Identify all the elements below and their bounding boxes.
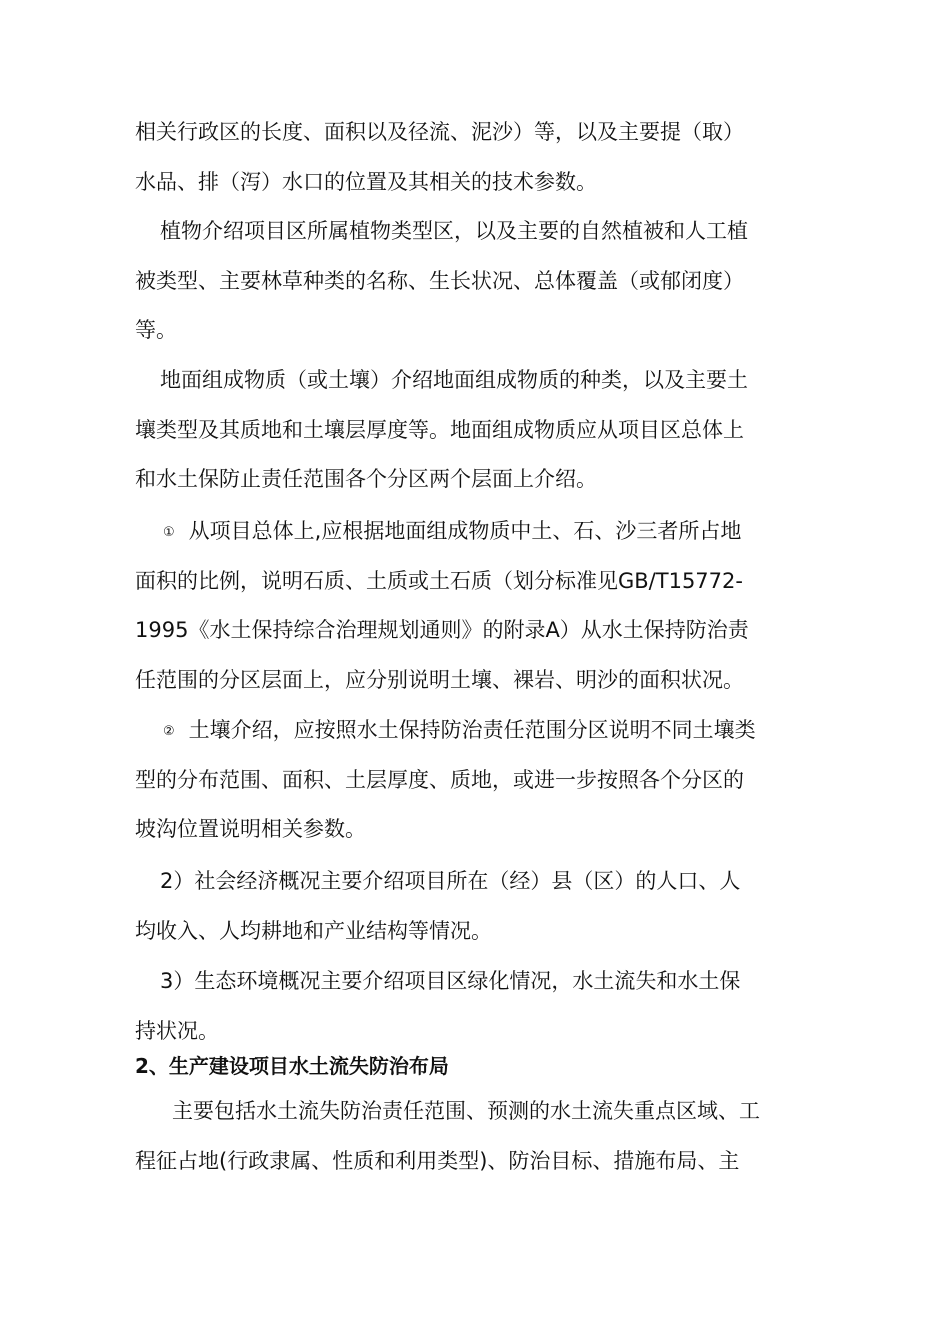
text-line: 主要包括水土流失防治责任范围、预测的水土流失重点区域、工 xyxy=(172,1099,760,1123)
text-line: 坡沟位置说明相关参数。 xyxy=(135,817,366,841)
paragraph-soil xyxy=(135,356,835,505)
list-marker: ① xyxy=(163,525,175,540)
text-line: 面积的比例，说明石质、土质或土石质（划分标准见GB/T15772- xyxy=(135,568,743,593)
paragraph-item-1 xyxy=(135,507,835,705)
text-line xyxy=(135,507,835,557)
text-line: 水品、排（泻）水口的位置及其相关的技术参数。 xyxy=(135,169,597,194)
text-line: 壤类型及其质地和土壤层厚度等。地面组成物质应从项目区总体上 xyxy=(135,417,744,442)
paragraph-layout xyxy=(135,1087,835,1186)
text-line: 程征占地(行政隶属、性质和利用类型)、防治目标、措施布局、主 xyxy=(135,1148,740,1173)
text-line: 植物介绍项目区所属植物类型区，以及主要的自然植被和人工植 xyxy=(160,219,748,243)
text-line: 均收入、人均耕地和产业结构等情况。 xyxy=(135,918,492,943)
paragraph-ecology xyxy=(135,957,835,1056)
text-line: 和水土保防止责任范围各个分区两个层面上介绍。 xyxy=(135,467,597,491)
text-line: 相关行政区的长度、面积以及径流、泥沙）等，以及主要提（取） xyxy=(135,120,744,144)
paragraph-vegetation xyxy=(135,207,835,356)
text-line: 被类型、主要林草种类的名称、生长状况、总体覆盖（或郁闭度） xyxy=(135,268,744,293)
text-line: 1995《水土保持综合治理规划通则》的附录A）从水土保持防治责 xyxy=(135,618,749,642)
text-line xyxy=(135,706,835,756)
text-line: 地面组成物质（或土壤）介绍地面组成物质的种类，以及主要土 xyxy=(160,368,748,392)
text-line-content: 从项目总体上,应根据地面组成物质中土、石、沙三者所占地 xyxy=(188,519,742,543)
paragraph-hydrology-cont xyxy=(135,108,835,207)
text-line: 2）社会经济概况主要介绍项目所在（经）县（区）的人口、人 xyxy=(160,869,741,893)
text-line: 3）生态环境概况主要介绍项目区绿化情况，水土流失和水土保 xyxy=(160,969,741,993)
text-line: 型的分布范围、面积、土层厚度、质地，或进一步按照各个分区的 xyxy=(135,767,744,792)
text-line: 持状况。 xyxy=(135,1018,219,1043)
list-marker: ② xyxy=(163,724,175,739)
paragraph-item-2 xyxy=(135,706,835,855)
section-heading: 2、生产建设项目水土流失防治布局 xyxy=(135,1054,449,1078)
text-line-content: 土壤介绍，应按照水土保持防治责任范围分区说明不同土壤类 xyxy=(188,718,756,742)
text-line: 等。 xyxy=(135,318,177,342)
paragraph-socioeconomic xyxy=(135,857,835,956)
text-line: 任范围的分区层面上，应分别说明土壤、裸岩、明沙的面积状况。 xyxy=(135,667,744,692)
